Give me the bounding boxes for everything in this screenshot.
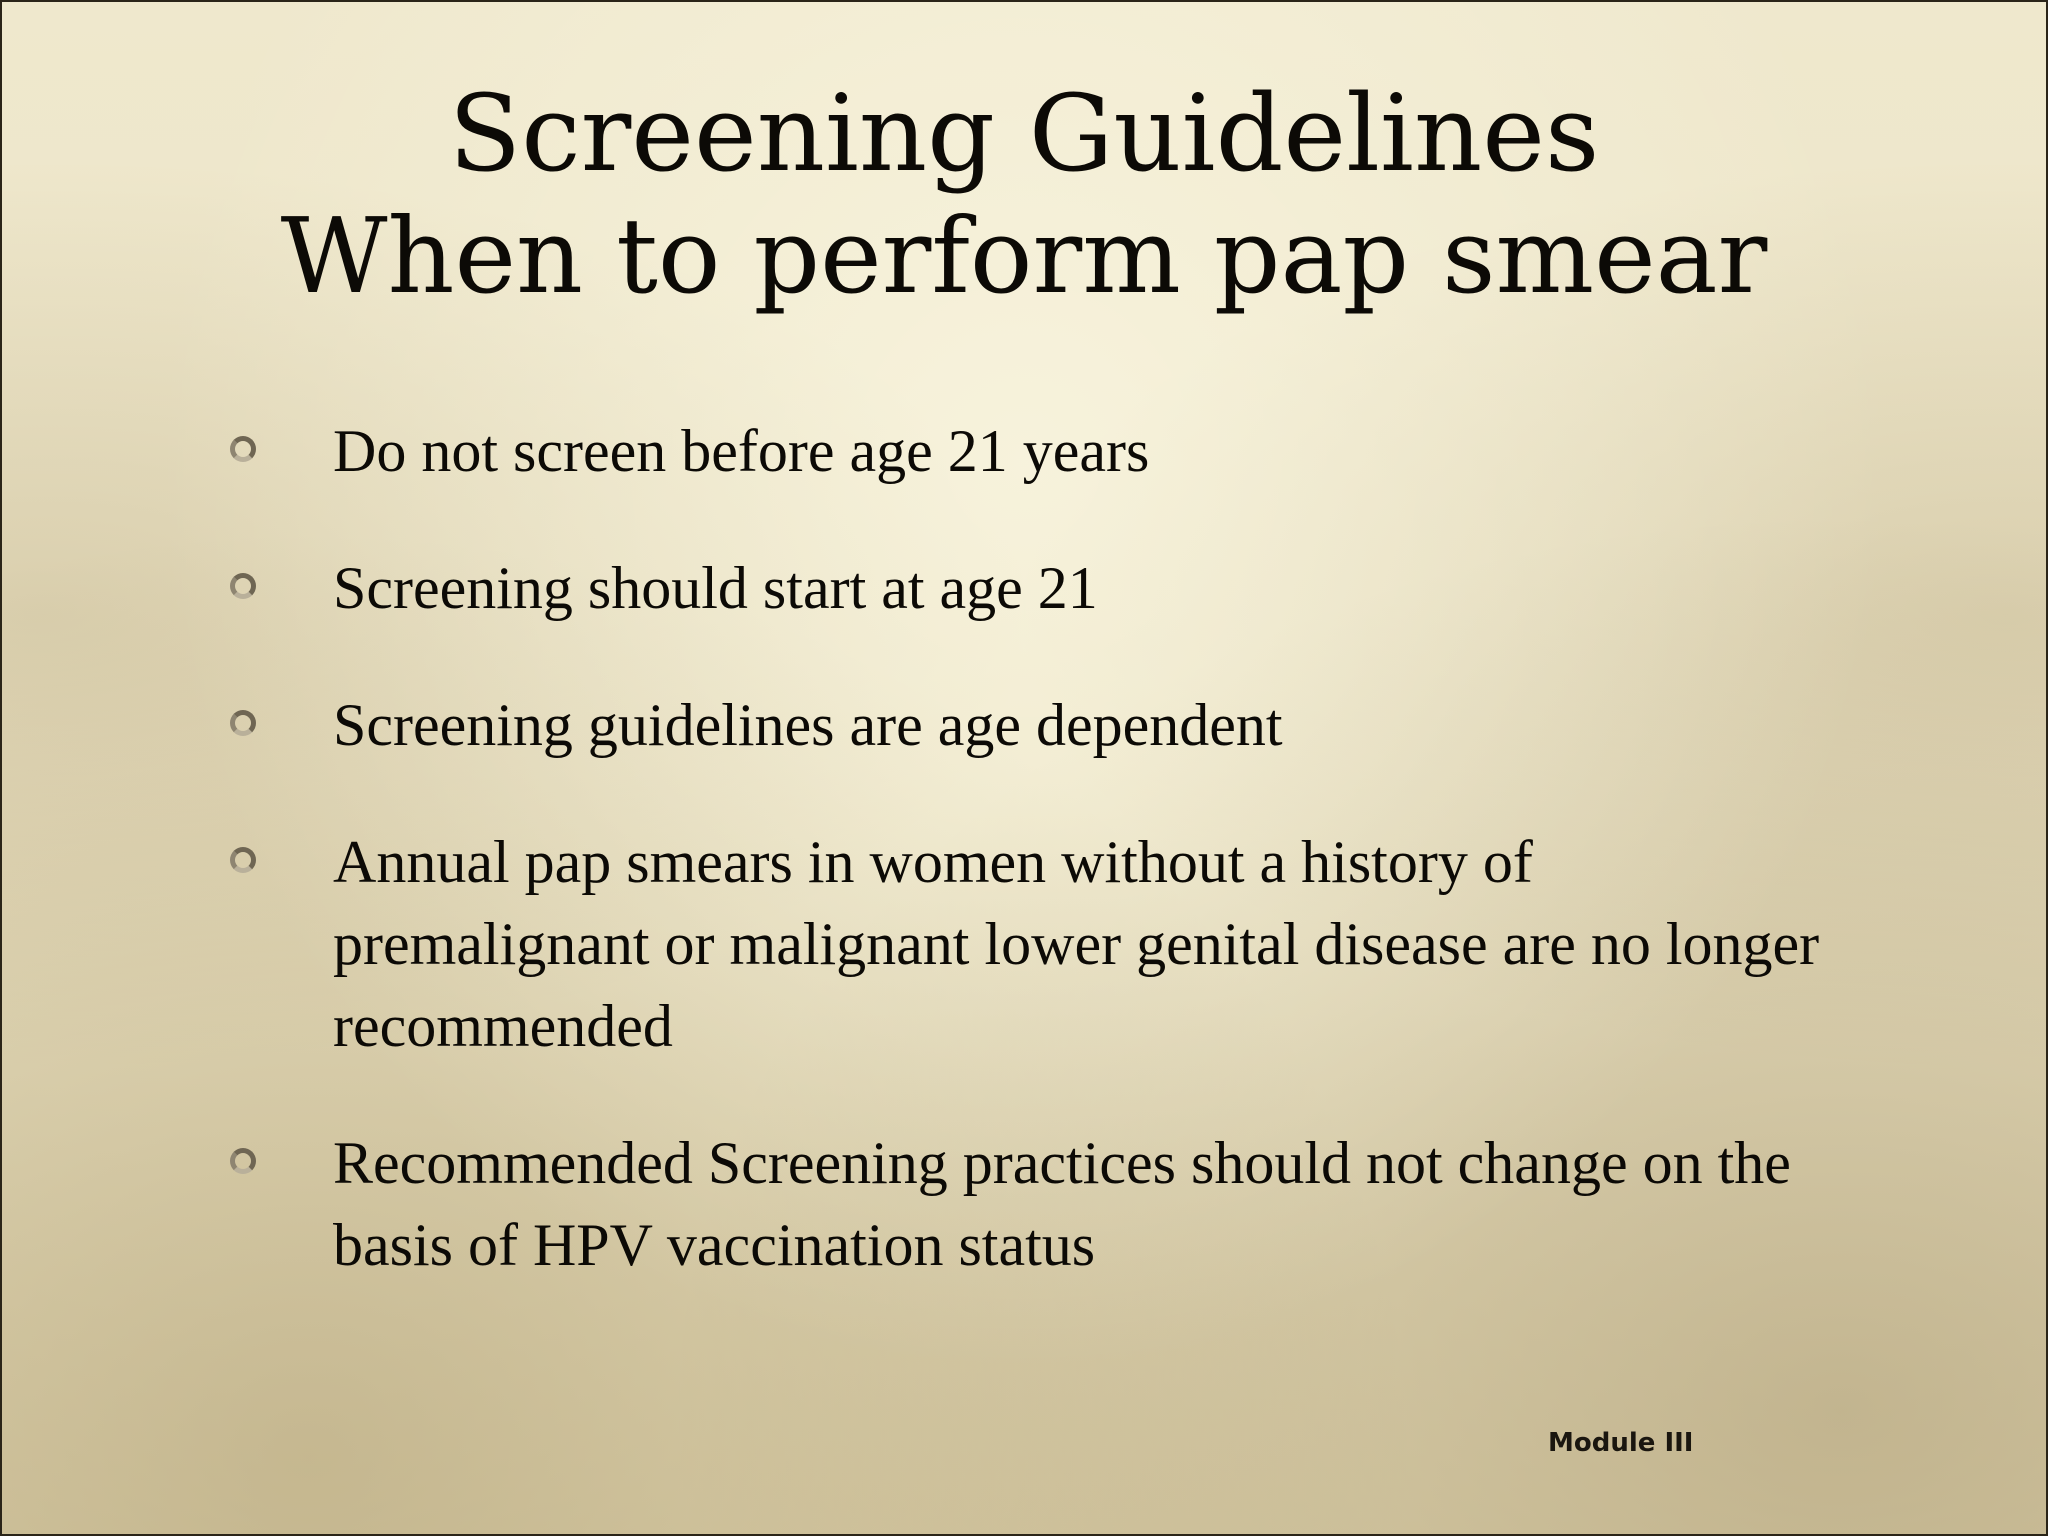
bullet-item	[230, 410, 1850, 492]
hollow-circle-icon	[230, 710, 256, 736]
bullet-text: Screening should start at age 21	[333, 555, 1098, 621]
hollow-circle-icon	[230, 573, 256, 599]
bullet-item	[230, 547, 1850, 629]
slide	[2, 2, 2046, 1534]
hollow-circle-icon	[230, 1148, 256, 1174]
bullet-text: Do not screen before age 21 years	[333, 418, 1150, 484]
bullet-item	[230, 821, 1850, 1067]
bullet-item	[230, 1122, 1850, 1286]
bullet-text: Annual pap smears in women without a history of premalignant or malignant lower genital disease are no longer recommended	[333, 829, 1820, 1059]
title-line-2: When to perform pap smear	[280, 195, 1768, 318]
bullet-list	[230, 410, 1850, 1341]
footer-module-label: Module III	[1548, 1428, 1694, 1458]
bullet-text: Screening guidelines are age dependent	[333, 692, 1283, 758]
slide-title	[2, 72, 2046, 318]
hollow-circle-icon	[230, 847, 256, 873]
bullet-item	[230, 684, 1850, 766]
bullet-text: Recommended Screening practices should not change on the basis of HPV vaccination status	[333, 1130, 1791, 1278]
hollow-circle-icon	[230, 436, 256, 462]
title-line-1: Screening Guidelines	[448, 72, 1600, 195]
